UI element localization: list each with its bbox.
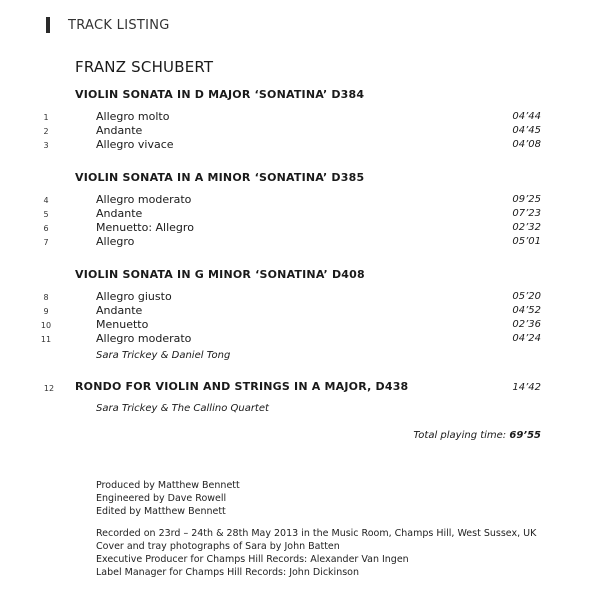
track-number: 8 — [43, 293, 49, 302]
track-duration: 02’36 — [512, 319, 541, 330]
track-duration: 04’52 — [512, 305, 541, 316]
work-title-d384: VIOLIN SONATA IN D MAJOR ‘SONATINA’ D384 — [75, 88, 365, 101]
track-duration: 07’23 — [512, 208, 541, 219]
track-row — [0, 332, 600, 346]
credit-line: Engineered by Dave Rowell — [96, 493, 227, 504]
track-title: Andante — [96, 207, 143, 220]
credit-line: Recorded on 23rd – 24th & 28th May 2013 in the Music Room, Champs Hill, West Sussex, UK — [96, 528, 537, 539]
track-number: 3 — [43, 141, 49, 150]
credit-line: Executive Producer for Champs Hill Records: Alexander Van Ingen — [96, 554, 409, 565]
page-header — [46, 16, 170, 34]
track-title: Andante — [96, 124, 143, 137]
track-title: Allegro vivace — [96, 138, 174, 151]
credit-line: Produced by Matthew Bennett — [96, 480, 240, 491]
track-duration: 09’25 — [512, 194, 541, 205]
track-number: 1 — [43, 113, 49, 122]
track-duration: 14’42 — [512, 382, 541, 393]
track-row — [0, 318, 600, 332]
track-title: Allegro moderato — [96, 332, 192, 345]
header-bar-mark — [46, 17, 50, 33]
track-duration: 05’20 — [512, 291, 541, 302]
track-number: 4 — [43, 196, 49, 205]
page-title: TRACK LISTING — [68, 17, 170, 33]
track-number: 2 — [43, 127, 49, 136]
track-title: Andante — [96, 304, 143, 317]
track-row — [0, 110, 600, 124]
track-duration: 02’32 — [512, 222, 541, 233]
track-row — [0, 290, 600, 304]
track-title: Allegro moderato — [96, 193, 192, 206]
track-row — [0, 221, 600, 235]
track-row — [0, 193, 600, 207]
track-duration: 05’01 — [512, 236, 541, 247]
track-row — [0, 304, 600, 318]
total-label: Total playing time: — [413, 430, 510, 441]
track-duration: 04’08 — [512, 139, 541, 150]
credit-line: Cover and tray photographs of Sara by John Batten — [96, 541, 340, 552]
track-title: Allegro — [96, 235, 135, 248]
track-duration: 04’24 — [512, 333, 541, 344]
track-duration: 04’44 — [512, 111, 541, 122]
track-row — [0, 138, 600, 152]
total-playing-time — [413, 430, 541, 441]
total-value: 69’55 — [509, 430, 541, 441]
track-number: 12 — [43, 384, 55, 393]
track-duration: 04’45 — [512, 125, 541, 136]
track-title: Allegro giusto — [96, 290, 172, 303]
credit-line: Label Manager for Champs Hill Records: John Dickinson — [96, 567, 359, 578]
track-number: 5 — [43, 210, 49, 219]
performers-credit: Sara Trickey & Daniel Tong — [96, 350, 231, 361]
track-title: Menuetto — [96, 318, 149, 331]
work-title-d408: VIOLIN SONATA IN G MINOR ‘SONATINA’ D408 — [75, 268, 365, 281]
track-number: 11 — [40, 335, 52, 344]
track-row-rondo — [0, 380, 600, 396]
recording-credits — [96, 527, 536, 579]
work-title-d438: RONDO FOR VIOLIN AND STRINGS IN A MAJOR, D438 — [75, 380, 409, 393]
track-number: 10 — [40, 321, 52, 330]
production-credits — [96, 479, 240, 518]
work-title-d385: VIOLIN SONATA IN A MINOR ‘SONATINA’ D385 — [75, 171, 365, 184]
track-number: 7 — [43, 238, 49, 247]
track-number: 6 — [43, 224, 49, 233]
track-row — [0, 124, 600, 138]
track-row — [0, 207, 600, 221]
credit-line: Edited by Matthew Bennett — [96, 506, 226, 517]
track-number: 9 — [43, 307, 49, 316]
composer-name: FRANZ SCHUBERT — [75, 58, 214, 76]
track-title: Allegro molto — [96, 110, 170, 123]
track-row — [0, 235, 600, 249]
track-title: Menuetto: Allegro — [96, 221, 194, 234]
performers-credit: Sara Trickey & The Callino Quartet — [96, 403, 269, 414]
